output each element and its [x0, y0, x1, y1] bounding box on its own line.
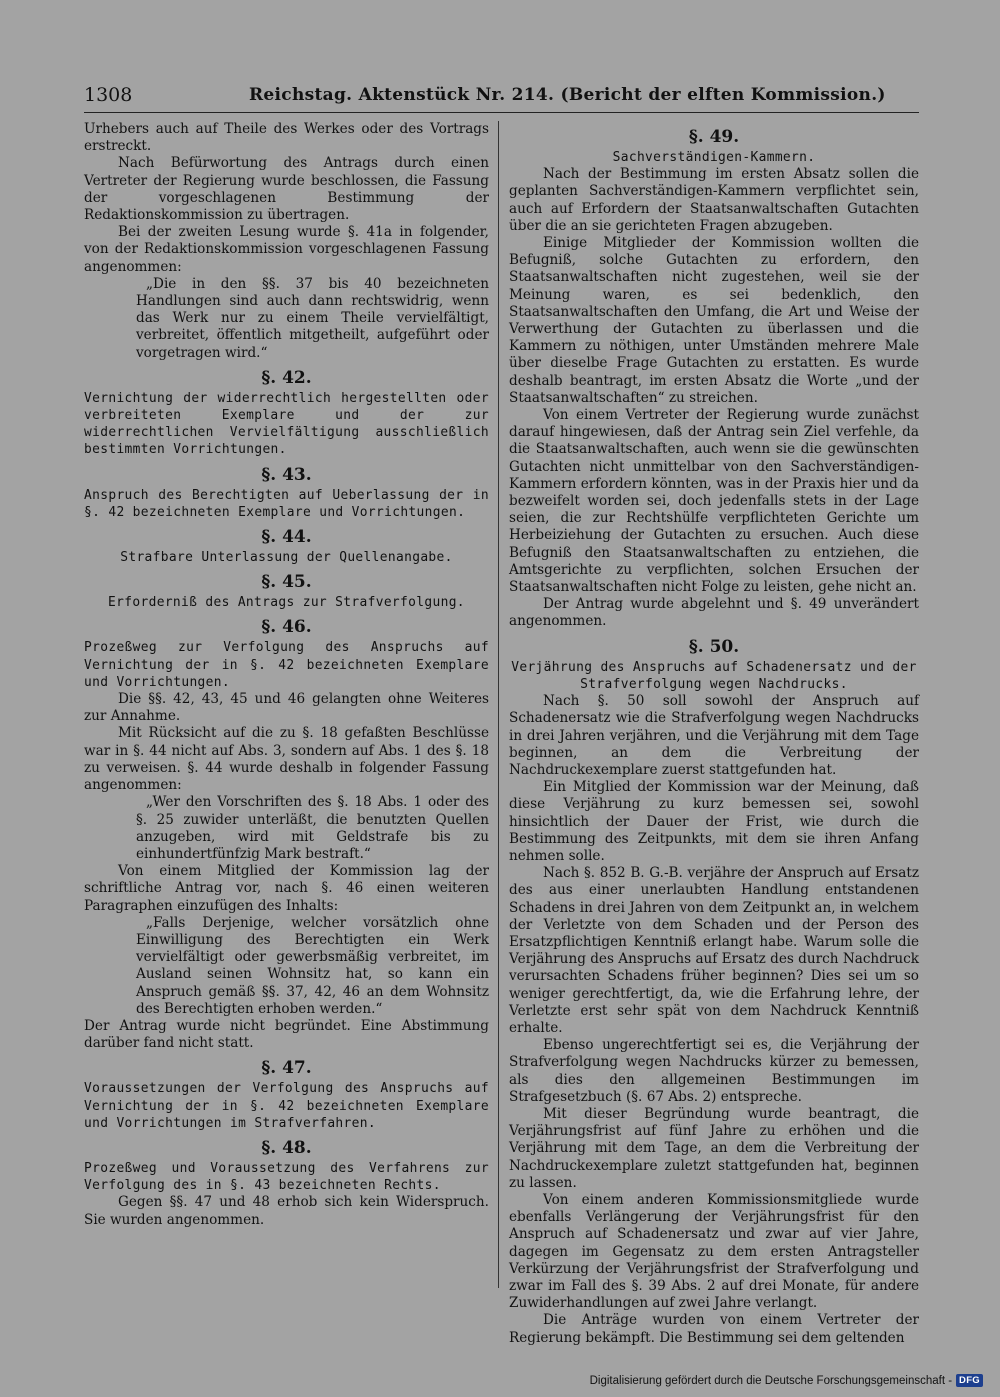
section-heading: §. 48.	[261, 1137, 312, 1158]
paragraph: Mit Rücksicht auf die zu §. 18 gefaßten Beschlüsse war in §. 44 nicht auf Abs. 3, sondern auf Abs. 1 des §. 18 zu verweisen. §. 44 wurde deshalb in folgender Fassung angenommen:	[84, 725, 489, 794]
section-subtitle: Voraussetzungen der Verfolgung des Anspruchs auf Vernichtung der in §. 42 bezeichneten Exemplare und Vorrichtungen im Strafverfahren.	[84, 1081, 489, 1131]
paragraph: Bei der zweiten Lesung wurde §. 41a in folgender, von der Redaktionskommission vorgeschlagenen Fassung angenommen:	[84, 224, 489, 275]
section-subtitle: Erforderniß des Antrags zur Strafverfolgung.	[108, 595, 465, 611]
footer-text: Digitalisierung gefördert durch die Deutsche Forschungsgemeinschaft -	[589, 1374, 953, 1387]
paragraph: Die §§. 42, 43, 45 und 46 gelangten ohne Weiteres zur Annahme.	[84, 691, 489, 725]
paragraph: Von einem anderen Kommissionsmitgliede wurde ebenfalls Verlängerung der Verjährungsfrist für den Anspruch auf Schadenersatz und zwar auf vier Jahre, dagegen im Gegensatz zu dem ersten Antragsteller Verkürzung der Verjährungsfrist der Strafverfolgung und zwar im Fall des §. 39 Abs. 2 auf drei Monate, für andere Zuwiderhandlungen auf zwei Jahre verlangt.	[509, 1191, 919, 1312]
paragraph: Nach der Bestimmung im ersten Absatz sollen die geplanten Sachverständigen-Kammern verpflichtet sein, auch auf Erfordern der Staatsanwaltschaften Gutachten über die an sie gerichteten Fragen abzugeben.	[509, 166, 919, 234]
section-subtitle: Strafbare Unterlassung der Quellenangabe.	[120, 550, 453, 566]
paragraph: Mit dieser Begründung wurde beantragt, die Verjährungsfrist auf fünf Jahre zu erhöhen und die Verjährung mit dem Tage, an dem die Verbreitung der Nachdruckexemplare zuletzt stattgefunden hat, beginnen zu lassen.	[509, 1105, 919, 1191]
section-heading: §. 45.	[261, 572, 312, 593]
quoted-text: „Wer den Vorschriften des §. 18 Abs. 1 oder des §. 25 zuwider unterläßt, die benutzten Quellen anzugeben, wird mit Geldstrafe bis zu einhundertfünfzig Mark bestraft.“	[136, 794, 489, 862]
paragraph: Ein Mitglied der Kommission war der Meinung, daß diese Verjährung zu kurz bemessen sei, sowohl hinsichtlich der Dauer der Frist, wie durch die Bestimmung des Zeitpunkts, mit dem sie ihren Anfang nehmen solle.	[509, 779, 919, 864]
paragraph: Urhebers auch auf Theile des Werkes oder des Vortrags erstreckt.	[84, 121, 489, 155]
section-heading: §. 43.	[261, 464, 312, 485]
header-rule	[84, 112, 919, 113]
paragraph: Nach Befürwortung des Antrags durch einen Vertreter der Regierung wurde beschlossen, die Fassung der vorgeschlagenen Bestimmung der Redaktionskommission zu übertragen.	[84, 155, 489, 224]
section-subtitle: Prozeßweg zur Verfolgung des Anspruchs auf Vernichtung der in §. 42 bezeichneten Exemplare und Vorrichtungen.	[84, 640, 489, 690]
section-heading: §. 46.	[261, 617, 312, 638]
quoted-text: „Die in den §§. 37 bis 40 bezeichneten Handlungen sind auch dann rechtswidrig, wenn das Werk nur zu einem Theile vervielfältigt, verbreitet, öffentlich mitgetheilt, aufgeführt oder vorgetragen wird.“	[136, 275, 489, 361]
footer-credit	[590, 1374, 983, 1387]
paragraph: Die Anträge wurden von einem Vertreter der Regierung bekämpft. Die Bestimmung sei dem geltenden	[509, 1312, 919, 1346]
paragraph: Der Antrag wurde nicht begründet. Eine Abstimmung darüber fand nicht statt.	[84, 1017, 489, 1052]
section-heading: §. 49.	[688, 127, 740, 147]
page-number: 1308	[84, 84, 133, 106]
paragraph: Ebenso ungerechtfertigt sei es, die Verjährung der Strafverfolgung wegen Nachdrucks kürzer zu bemessen, als dies den allgemeinen Bestimmungen im Strafgesetzbuch (§. 67 Abs. 2) entspreche.	[509, 1037, 919, 1105]
section-subtitle: Vernichtung der widerrechtlich hergestellten oder verbreiteten Exemplare und der zur widerrechtlichen Vervielfältigung ausschließlich bestimmten Vorrichtungen.	[84, 390, 489, 458]
section-heading: §. 44.	[261, 527, 312, 548]
page-header	[84, 84, 919, 110]
paragraph: Von einem Mitglied der Kommission lag der schriftliche Antrag vor, nach §. 46 einen weiteren Paragraphen einzufügen des Inhalts:	[84, 863, 489, 914]
paragraph: Nach §. 50 soll sowohl der Anspruch auf Schadenersatz wie die Strafverfolgung wegen Nachdrucks in drei Jahren verjähren, und die Verjährung mit dem Tage beginnen, an dem die Verbreitung der Nachdruckexemplare zuerst stattgefunden hat.	[509, 693, 919, 778]
running-title: Reichstag. Aktenstück Nr. 214. (Bericht der elften Kommission.)	[249, 85, 886, 105]
section-subtitle: Verjährung des Anspruchs auf Schadenersatz und der Strafverfolgung wegen Nachdrucks.	[511, 659, 917, 692]
paragraph: Nach §. 852 B. G.-B. verjähre der Anspruch auf Ersatz des aus einer unerlaubten Handlung entstandenen Schadens in drei Jahren von dem Zeitpunkt an, in welchem der Verletzte von dem Schaden und der Person des Ersatzpflichtigen Kenntniß erlangt habe. Warum solle die Verjährung des Anspruchs auf Ersatz des durch Nachdruck verursachten Schadens früher beginnen? Dies sei um so weniger gerechtfertigt, da, wie die Erfahrung lehre, der Verletzte erst sehr spät von dem Nachdruck Kenntniß erhalte.	[509, 865, 919, 1036]
left-column	[84, 121, 489, 1229]
right-column	[509, 121, 919, 1347]
paragraph: Gegen §§. 47 und 48 erhob sich kein Widerspruch. Sie wurden angenommen.	[84, 1194, 489, 1228]
section-heading: §. 50.	[688, 636, 740, 657]
dfg-logo: DFG	[956, 1374, 983, 1387]
paragraph: Einige Mitglieder der Kommission wollten die Befugniß, solche Gutachten zu erfordern, den Staatsanwaltschaften nicht zugestehen, weil sie der Meinung waren, es sei bedenklich, den Staatsanwaltschaften den Umfang, die Art und Weise der Verwerthung der Gutachten zu überlassen und die Kammern zu nöthigen, unter Umständen mehrere Male über dieselbe Frage Gutachten zu erstatten. Es wurde deshalb beantragt, im ersten Absatz die Worte „und der Staatsanwaltschaften“ zu streichen.	[509, 235, 919, 406]
section-subtitle: Sachverständigen-Kammern.	[612, 150, 816, 165]
section-heading: §. 47.	[261, 1058, 312, 1079]
section-heading: §. 42.	[261, 367, 312, 388]
paragraph: Von einem Vertreter der Regierung wurde zunächst darauf hingewiesen, daß der Antrag sein Ziel verfehle, da die Staatsanwaltschaften, auch wenn sie die gewünschten Gutachten nicht unmittelbar von den Sachverständigen-Kammern erfordern könnten, was in der Praxis hier und da bezweifelt worden sei, doch jedenfalls stets in der Lage seien, die zur Rechtshülfe verpflichteten Gerichte um Herbeiziehung der Gutachten zu ersuchen. Auch diese Befugniß den Staatsanwaltschaften zu entziehen, die Amtsgerichte zu verpflichten, solchen Ersuchen der Staatsanwaltschaften nicht Folge zu leisten, gehe nicht an.	[509, 407, 919, 596]
column-divider	[498, 121, 499, 1288]
quoted-text: „Falls Derjenige, welcher vorsätzlich ohne Einwilligung des Berechtigten ein Werk vervielfältigt oder gewerbsmäßig verbreitet, im Ausland seinen Wohnsitz hat, so kann ein Anspruch gemäß §§. 37, 42, 46 an dem Wohnsitz des Berechtigten erhoben werden.“	[136, 914, 489, 1017]
paragraph: Der Antrag wurde abgelehnt und §. 49 unverändert angenommen.	[509, 596, 919, 630]
section-subtitle: Anspruch des Berechtigten auf Ueberlassung der in §. 42 bezeichneten Exemplare und Vorrichtungen.	[84, 487, 489, 520]
section-subtitle: Prozeßweg und Voraussetzung des Verfahrens zur Verfolgung des in §. 43 bezeichneten Rechts.	[84, 1160, 489, 1194]
